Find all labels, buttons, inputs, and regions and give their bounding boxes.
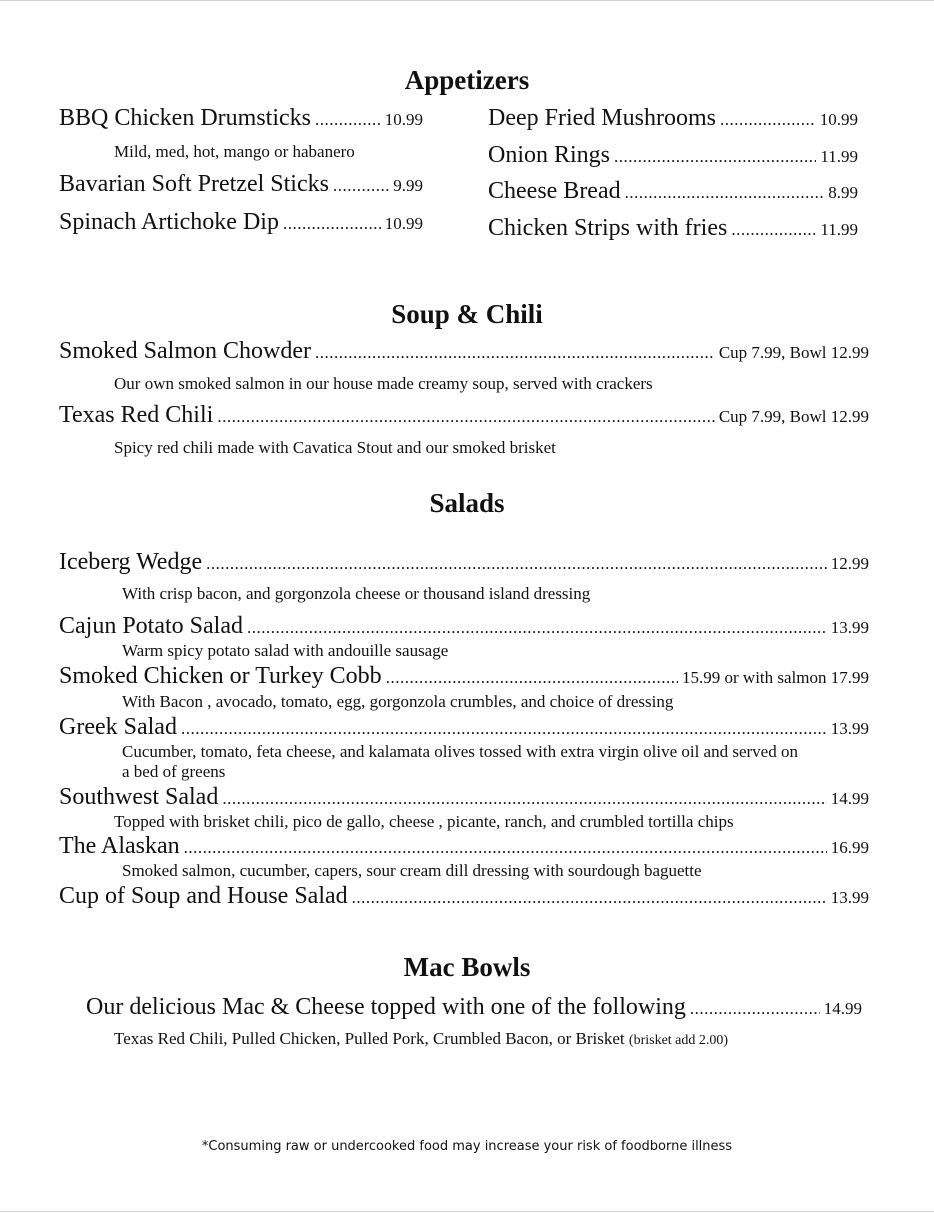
menu-item [59,662,869,692]
item-description: Smoked salmon, cucumber, capers, sour cream dill dressing with sourdough baguette [122,861,702,880]
menu-item [59,612,869,642]
item-name: Chicken Strips with fries [488,215,728,241]
item-name: Bavarian Soft Pretzel Sticks [59,171,329,197]
menu-item [59,208,423,238]
item-name: The Alaskan [59,833,180,859]
item-price: Cup 7.99, Bowl 12.99 [718,343,869,362]
item-name: Deep Fried Mushrooms [488,105,716,131]
menu-item [488,104,858,134]
item-description: Mild, med, hot, mango or habanero [114,142,355,161]
item-description: Our own smoked salmon in our house made creamy soup, served with crackers [114,374,653,393]
dot-leader [247,614,827,642]
item-name: Greek Salad [59,714,177,740]
menu-item [59,104,423,134]
item-price: 9.99 [393,176,423,195]
menu-item [59,170,423,200]
soup-chili-heading: Soup & Chili [391,299,543,329]
item-price: Cup 7.99, Bowl 12.99 [718,407,869,426]
item-description: Cucumber, tomato, feta cheese, and kalamata olives tossed with extra virgin olive oil and served on [122,742,798,761]
dot-leader [283,210,381,238]
dot-leader [315,339,715,367]
item-price: 11.99 [820,220,858,239]
item-price: 10.99 [384,110,423,129]
menu-item [488,214,858,244]
appetizers-heading: Appetizers [404,65,530,95]
dot-leader [181,715,827,743]
dot-leader [352,884,827,912]
item-price: 14.99 [823,999,862,1018]
item-name: Cheese Bread [488,178,621,204]
item-price: 14.99 [830,789,869,808]
salads-heading: Salads [429,488,505,518]
item-name: Onion Rings [488,142,611,168]
dot-leader [184,834,827,862]
item-description: Spicy red chili made with Cavatica Stout and our smoked brisket [114,438,556,457]
item-description: a bed of greens [122,762,226,781]
menu-item [86,993,862,1023]
item-description: With crisp bacon, and gorgonzola cheese or thousand island dressing [122,584,591,603]
item-name: Cup of Soup and House Salad [59,883,348,909]
item-price: 13.99 [830,888,869,907]
mac-bowl-options [114,1029,728,1051]
options-list: Texas Red Chili, Pulled Chicken, Pulled Pork, Crumbled Bacon, or Brisket [114,1029,625,1048]
menu-item [59,713,869,743]
item-name: Smoked Salmon Chowder [59,338,311,364]
item-name: Our delicious Mac & Cheese topped with one of the following [86,994,686,1020]
item-price: 10.99 [384,214,423,233]
item-name: Cajun Potato Salad [59,613,243,639]
dot-leader [315,106,381,134]
dot-leader [217,403,715,431]
menu-item [59,882,869,912]
item-description: Topped with brisket chili, pico de gallo, cheese , picante, ranch, and crumbled tortilla chips [114,812,734,831]
item-description: Warm spicy potato salad with andouille sausage [122,641,449,660]
dot-leader [614,143,816,171]
menu-item [59,783,869,813]
menu-item [59,832,869,862]
menu-item [488,141,858,171]
dot-leader [720,106,816,134]
page-bottom-border [0,1211,934,1212]
dot-leader [386,664,678,692]
item-name: Smoked Chicken or Turkey Cobb [59,663,382,689]
item-price: 11.99 [820,147,858,166]
dot-leader [333,172,389,200]
dot-leader [731,216,816,244]
item-name: BBQ Chicken Drumsticks [59,105,311,131]
dot-leader [222,785,826,813]
item-name: Spinach Artichoke Dip [59,209,279,235]
item-description: With Bacon , avocado, tomato, egg, gorgonzola crumbles, and choice of dressing [122,692,674,711]
item-name: Southwest Salad [59,784,219,810]
page-top-border [0,0,934,1]
item-name: Texas Red Chili [59,402,214,428]
menu-item [488,177,858,207]
dot-leader [206,550,827,578]
item-price: 15.99 or with salmon 17.99 [682,668,869,687]
menu-item [59,401,869,431]
item-price: 12.99 [830,554,869,573]
item-price: 13.99 [830,618,869,637]
dot-leader [690,995,820,1023]
item-price: 10.99 [819,110,858,129]
food-safety-disclaimer: *Consuming raw or undercooked food may increase your risk of foodborne illness [201,1139,733,1154]
menu-item [59,337,869,367]
mac-bowls-heading: Mac Bowls [403,952,531,982]
item-name: Iceberg Wedge [59,549,203,575]
menu-item [59,548,869,578]
dot-leader [625,179,825,207]
item-price: 16.99 [830,838,869,857]
options-note: (brisket add 2.00) [628,1033,729,1048]
item-price: 13.99 [830,719,869,738]
item-price: 8.99 [828,183,858,202]
